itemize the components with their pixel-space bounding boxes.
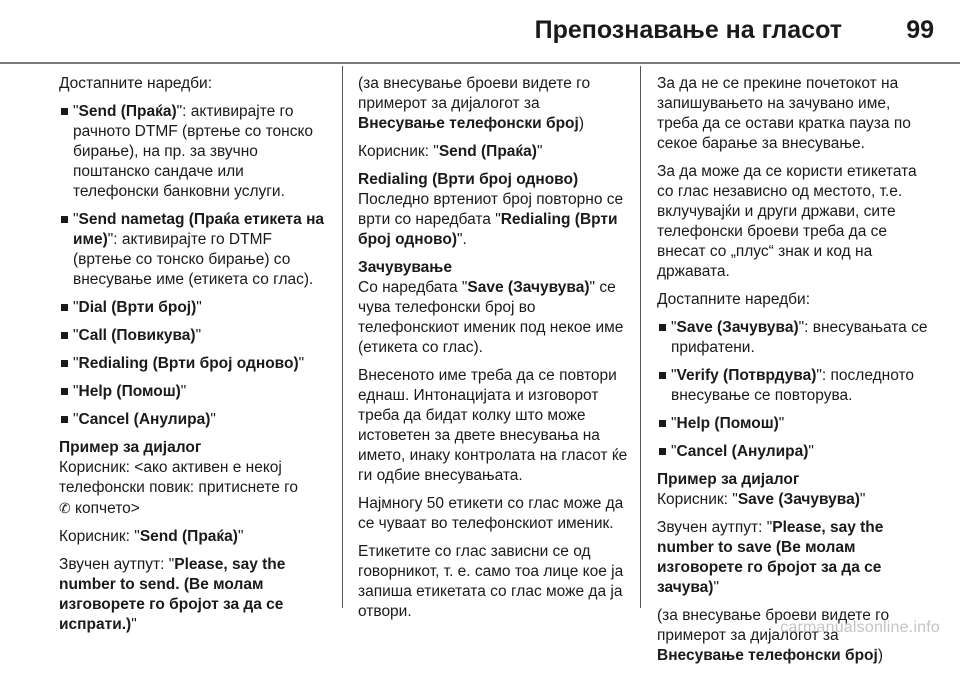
command-label: Cancel (Анулира): [676, 443, 809, 460]
command-description: : активирајте го рачното DTMF (вртење со тонско бирање), на пр. за звучно поштанско сандаче или телефонски банковни услуги.: [73, 103, 314, 200]
command-item-call: "Call (Повикува)": [59, 326, 331, 346]
dialog-user-line: Корисник: "Send (Праќа)": [59, 528, 244, 545]
command-label: Verify (Потврдува): [676, 367, 817, 384]
command-description: : последното внесување се повторува.: [671, 367, 915, 404]
example-heading: Пример за дијалог: [657, 471, 800, 488]
watermark-text: carmanualsonline.info: [780, 619, 940, 636]
international-note: За да може да се користи етикетата со глас независно од местото, т.е. вклучувајќи и други држави, сите телефонски броеви треба да се внесат со „плус“ знак и код на државата.: [657, 163, 917, 280]
page-number: 99: [906, 16, 934, 44]
redialing-text: Последно вртениот број повторно се врти со наредбата "Redialing (Врти број одново)".: [358, 191, 624, 248]
command-label: Dial (Врти број): [78, 299, 197, 316]
save-heading: Зачувување: [358, 259, 452, 276]
command-item-send: "Send (Праќа)": активирајте го рачното DTMF (вртење со тонско бирање), на пр. за звучно поштанско сандаче или телефонски банковни услуги.: [59, 102, 331, 202]
command-label: Send (Праќа): [78, 103, 177, 120]
page-title: Препознавање на гласот: [534, 16, 842, 44]
column-right: [657, 74, 929, 674]
command-label: Cancel (Анулира): [78, 411, 211, 428]
repeat-name-text: Внесеното име треба да се повтори еднаш. Интонацијата и изговорот треба да бидат колку што може истоветен за двете внесувања на името, инаку контролата на гласот ќе ги одбие внесувањата.: [358, 367, 628, 484]
number-entry-note: (за внесување броеви видете го примерот за дијалогот за Внесување телефонски број): [358, 75, 591, 132]
column-divider-2: [640, 66, 641, 608]
example-heading: Пример за дијалог: [59, 439, 202, 456]
command-item-help: "Help (Помош)": [59, 382, 331, 402]
column-left: [59, 74, 331, 643]
column-middle: [358, 74, 630, 630]
save-text: Со наредбата "Save (Зачувува)" се чува телефонски број во телефонскиот именик под некое име (етикета со глас).: [358, 279, 624, 356]
command-label: Call (Повикува): [78, 327, 196, 344]
command-item-cancel: "Cancel (Анулира)": [657, 442, 929, 462]
command-description: : внесувањата се прифатени.: [671, 319, 928, 356]
phone-icon: ✆: [59, 500, 71, 516]
commands-intro: Достапните наредби:: [657, 291, 811, 308]
dialog-user-line: Корисник: "Save (Зачувува)": [657, 491, 866, 508]
column-divider-1: [342, 66, 343, 608]
command-label: Send nametag (Праќа етикета на име): [73, 211, 325, 248]
pause-note: За да не се прекине почетокот на запишувањето на зачувано име, треба да се остави кратка пауза по секое барање за внесување.: [657, 75, 911, 152]
dialog-output-line: Звучен аутпут: "Please, say the number to send. (Ве молам изговорете го бројот за да се испрати.)": [59, 556, 286, 633]
command-label: Help (Помош): [676, 415, 779, 432]
command-list: [657, 318, 929, 462]
commands-intro: Достапните наредби:: [59, 75, 213, 92]
command-item-send-nametag: "Send nametag (Праќа етикета на име)": активирајте го DTMF (вртење со тонско бирање) со внесување име (етикета со глас).: [59, 210, 331, 290]
command-item-verify: "Verify (Потврдува)": последното внесување се повторува.: [657, 366, 929, 406]
dialog-output-line: Звучен аутпут: "Please, say the number to save (Ве молам изговорете го бројот за да се зачува)": [657, 519, 884, 596]
command-item-help: "Help (Помош)": [657, 414, 929, 434]
max-voice-tags-text: Најмногу 50 етикети со глас може да се чуваат во телефонскиот именик.: [358, 495, 624, 532]
number-entry-note: (за внесување броеви видете го примерот за дијалогот за Внесување телефонски број): [657, 607, 890, 664]
command-item-cancel: "Cancel (Анулира)": [59, 410, 331, 430]
header-divider: [0, 62, 960, 64]
page-header: [0, 0, 960, 62]
command-item-redialing: "Redialing (Врти број одново)": [59, 354, 331, 374]
dialog-user-line: Корисник: <ако активен е некој телефонски повик: притиснете го ✆ копчето>: [59, 459, 299, 517]
command-item-save: "Save (Зачувува)": внесувањата се прифатени.: [657, 318, 929, 358]
command-label: Help (Помош): [78, 383, 181, 400]
redialing-heading: Redialing (Врти број одново): [358, 171, 579, 188]
command-item-dial: "Dial (Врти број)": [59, 298, 331, 318]
speaker-dependent-text: Етикетите со глас зависни се од говорникот, т. е. само тоа лице кое ја запиша етикетата со глас може да ја отвори.: [358, 543, 624, 620]
dialog-user-line: Корисник: "Send (Праќа)": [358, 143, 543, 160]
command-description: : активирајте го DTMF (вртење со тонско бирање) со внесување име (етикета со глас).: [73, 231, 314, 288]
command-label: Redialing (Врти број одново): [78, 355, 299, 372]
command-list: [59, 102, 331, 430]
command-label: Save (Зачувува): [676, 319, 799, 336]
